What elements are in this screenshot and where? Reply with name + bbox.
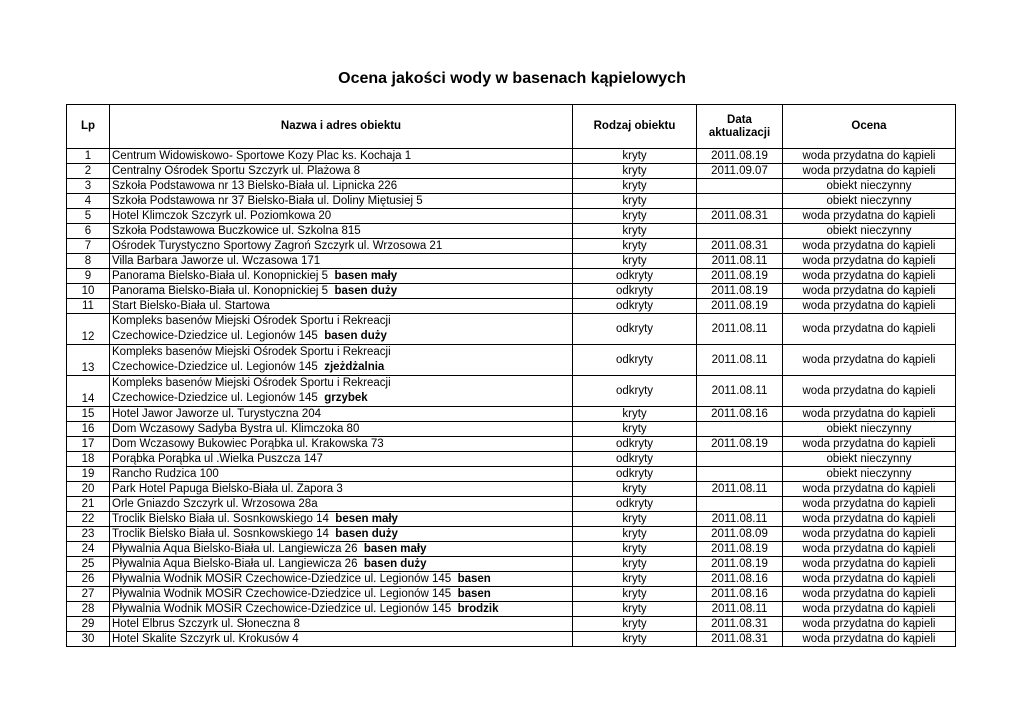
object-name: Start Bielsko-Biała ul. Startowa [112, 299, 270, 312]
cell-rating: woda przydatna do kąpieli [783, 437, 956, 452]
cell-lp: 1 [67, 149, 110, 164]
cell-rating: woda przydatna do kąpieli [783, 527, 956, 542]
cell-lp: 14 [67, 376, 110, 407]
table-body [67, 149, 956, 647]
cell-lp: 4 [67, 194, 110, 209]
cell-lp: 20 [67, 482, 110, 497]
cell-date: 2011.08.19 [697, 149, 783, 164]
cell-lp: 28 [67, 602, 110, 617]
table-row [67, 617, 956, 632]
object-name: Troclik Bielsko Biała ul. Sosnkowskiego 14 [112, 512, 329, 525]
cell-date: 2011.08.19 [697, 557, 783, 572]
cell-name [110, 572, 573, 587]
cell-name [110, 239, 573, 254]
table-row [67, 194, 956, 209]
cell-rating: woda przydatna do kąpieli [783, 345, 956, 376]
object-name: Orle Gniazdo Szczyrk ul. Wrzosowa 28a [112, 497, 318, 510]
table-row [67, 179, 956, 194]
table-row [67, 376, 956, 407]
table-row [67, 254, 956, 269]
cell-type: kryty [573, 617, 697, 632]
header-type: Rodzaj obiektu [573, 105, 697, 149]
cell-name [110, 224, 573, 239]
cell-date: 2011.08.19 [697, 269, 783, 284]
table-row [67, 497, 956, 512]
cell-type: kryty [573, 149, 697, 164]
cell-lp: 26 [67, 572, 110, 587]
cell-type: odkryty [573, 314, 697, 345]
table-row [67, 602, 956, 617]
cell-lp: 19 [67, 467, 110, 482]
pool-variant: zjeżdżalnia [324, 361, 385, 373]
object-name: Pływalnia Aqua Bielsko-Biała ul. Langiewicza 26 [112, 542, 358, 555]
cell-name [110, 179, 573, 194]
cell-rating: woda przydatna do kąpieli [783, 149, 956, 164]
cell-rating: woda przydatna do kąpieli [783, 587, 956, 602]
object-name: Pływalnia Aqua Bielsko-Biała ul. Langiewicza 26 [112, 557, 358, 570]
object-name-line1: Kompleks basenów Miejski Ośrodek Sportu i Rekreacji [112, 377, 391, 389]
cell-rating: woda przydatna do kąpieli [783, 239, 956, 254]
object-name: Pływalnia Wodnik MOSiR Czechowice-Dziedzice ul. Legionów 145 [112, 602, 452, 615]
cell-type: kryty [573, 179, 697, 194]
object-name: Pływalnia Wodnik MOSiR Czechowice-Dziedzice ul. Legionów 145 [112, 572, 452, 585]
cell-name [110, 422, 573, 437]
cell-date: 2011.08.11 [697, 602, 783, 617]
cell-date: 2011.08.31 [697, 632, 783, 647]
cell-type: kryty [573, 407, 697, 422]
cell-date [697, 467, 783, 482]
cell-type: kryty [573, 164, 697, 179]
object-name: Szkoła Podstawowa nr 37 Bielsko-Biała ul. Doliny Miętusiej 5 [112, 194, 423, 207]
cell-name [110, 299, 573, 314]
pool-variant: besen mały [335, 512, 398, 525]
cell-type: kryty [573, 224, 697, 239]
cell-rating: woda przydatna do kąpieli [783, 482, 956, 497]
cell-rating: woda przydatna do kąpieli [783, 497, 956, 512]
object-name: Panorama Bielsko-Biała ul. Konopnickiej 5 [112, 284, 329, 297]
cell-date [697, 497, 783, 512]
cell-lp: 21 [67, 497, 110, 512]
cell-date: 2011.08.31 [697, 617, 783, 632]
cell-name [110, 527, 573, 542]
cell-date [697, 452, 783, 467]
table-row [67, 527, 956, 542]
object-name-line1: Kompleks basenów Miejski Ośrodek Sportu i Rekreacji [112, 346, 391, 358]
cell-rating: obiekt nieczynny [783, 422, 956, 437]
header-date: Data aktualizacji [697, 105, 783, 149]
cell-date: 2011.09.07 [697, 164, 783, 179]
cell-lp: 18 [67, 452, 110, 467]
table-row [67, 164, 956, 179]
cell-name [110, 149, 573, 164]
cell-rating: woda przydatna do kąpieli [783, 632, 956, 647]
cell-date: 2011.08.11 [697, 254, 783, 269]
cell-type: odkryty [573, 497, 697, 512]
object-name: Park Hotel Papuga Bielsko-Biała ul. Zapora 3 [112, 482, 343, 495]
cell-lp: 2 [67, 164, 110, 179]
object-address: Czechowice-Dziedzice ul. Legionów 145 [112, 361, 318, 373]
table-row [67, 542, 956, 557]
table-row [67, 437, 956, 452]
cell-lp: 10 [67, 284, 110, 299]
cell-date: 2011.08.19 [697, 437, 783, 452]
cell-type: odkryty [573, 452, 697, 467]
cell-type: kryty [573, 422, 697, 437]
cell-rating: woda przydatna do kąpieli [783, 376, 956, 407]
cell-type: kryty [573, 482, 697, 497]
cell-date [697, 422, 783, 437]
water-quality-table [66, 104, 956, 647]
object-name: Szkoła Podstawowa nr 13 Bielsko-Biała ul. Lipnicka 226 [112, 179, 398, 192]
header-name: Nazwa i adres obiektu [110, 105, 573, 149]
pool-variant: basen duży [335, 527, 398, 540]
page-title: Ocena jakości wody w basenach kąpielowych [338, 70, 686, 87]
cell-lp: 23 [67, 527, 110, 542]
cell-type: odkryty [573, 376, 697, 407]
object-name: Rancho Rudzica 100 [112, 467, 219, 480]
cell-rating: woda przydatna do kąpieli [783, 512, 956, 527]
cell-lp: 9 [67, 269, 110, 284]
cell-type: kryty [573, 512, 697, 527]
object-name: Hotel Elbrus Szczyrk ul. Słoneczna 8 [112, 617, 300, 630]
cell-type: odkryty [573, 284, 697, 299]
cell-name [110, 632, 573, 647]
object-name: Centrum Widowiskowo- Sportowe Kozy Plac ks. Kochaja 1 [112, 149, 412, 162]
cell-type: kryty [573, 587, 697, 602]
cell-rating: obiekt nieczynny [783, 224, 956, 239]
table-row [67, 557, 956, 572]
cell-rating: woda przydatna do kąpieli [783, 572, 956, 587]
cell-lp: 22 [67, 512, 110, 527]
table-row [67, 239, 956, 254]
table-row [67, 209, 956, 224]
cell-name [110, 209, 573, 224]
cell-date: 2011.08.11 [697, 482, 783, 497]
table-row [67, 587, 956, 602]
cell-name [110, 254, 573, 269]
pool-variant: basen duży [324, 330, 387, 342]
cell-rating: woda przydatna do kąpieli [783, 602, 956, 617]
cell-type: kryty [573, 209, 697, 224]
object-name-line1: Kompleks basenów Miejski Ośrodek Sportu i Rekreacji [112, 315, 391, 327]
cell-rating: woda przydatna do kąpieli [783, 407, 956, 422]
cell-lp: 6 [67, 224, 110, 239]
cell-name [110, 542, 573, 557]
table-row [67, 467, 956, 482]
pool-variant: basen mały [334, 269, 398, 282]
object-name: Pływalnia Wodnik MOSiR Czechowice-Dziedzice ul. Legionów 145 [112, 587, 452, 600]
cell-name [110, 314, 573, 345]
table-row [67, 512, 956, 527]
cell-date: 2011.08.11 [697, 345, 783, 376]
cell-date: 2011.08.16 [697, 407, 783, 422]
cell-date: 2011.08.09 [697, 527, 783, 542]
table-row [67, 422, 956, 437]
cell-lp: 13 [67, 345, 110, 376]
pool-variant: brodzik [457, 602, 499, 615]
cell-lp: 30 [67, 632, 110, 647]
table-row [67, 284, 956, 299]
cell-type: kryty [573, 239, 697, 254]
cell-type: kryty [573, 557, 697, 572]
cell-type: odkryty [573, 437, 697, 452]
cell-rating: obiekt nieczynny [783, 452, 956, 467]
object-name: Dom Wczasowy Sadyba Bystra ul. Klimczoka 80 [112, 422, 360, 435]
cell-type: kryty [573, 254, 697, 269]
cell-rating: woda przydatna do kąpieli [783, 164, 956, 179]
cell-name [110, 376, 573, 407]
object-name: Troclik Bielsko Biała ul. Sosnkowskiego 14 [112, 527, 329, 540]
pool-variant: basen mały [363, 542, 427, 555]
cell-name [110, 164, 573, 179]
cell-type: kryty [573, 572, 697, 587]
cell-type: kryty [573, 527, 697, 542]
object-name: Ośrodek Turystyczno Sportowy Zagroń Szczyrk ul. Wrzosowa 21 [112, 239, 443, 252]
object-address: Czechowice-Dziedzice ul. Legionów 145 [112, 330, 318, 342]
cell-date: 2011.08.11 [697, 314, 783, 345]
cell-date [697, 194, 783, 209]
cell-name [110, 602, 573, 617]
cell-date: 2011.08.19 [697, 542, 783, 557]
table-row [67, 224, 956, 239]
cell-name [110, 557, 573, 572]
cell-rating: obiekt nieczynny [783, 179, 956, 194]
pool-variant: grzybek [324, 392, 368, 404]
cell-name [110, 497, 573, 512]
cell-lp: 3 [67, 179, 110, 194]
cell-type: odkryty [573, 299, 697, 314]
pool-variant: basen duży [363, 557, 427, 570]
table-row [67, 482, 956, 497]
pool-variant: basen [457, 587, 491, 600]
object-address: Czechowice-Dziedzice ul. Legionów 145 [112, 392, 318, 404]
cell-lp: 7 [67, 239, 110, 254]
header-rating: Ocena [783, 105, 956, 149]
cell-type: odkryty [573, 345, 697, 376]
cell-date [697, 224, 783, 239]
object-name: Hotel Skalite Szczyrk ul. Krokusów 4 [112, 632, 299, 645]
cell-name [110, 269, 573, 284]
cell-rating: woda przydatna do kąpieli [783, 209, 956, 224]
table-row [67, 452, 956, 467]
cell-lp: 16 [67, 422, 110, 437]
cell-name [110, 467, 573, 482]
table-header-row [67, 105, 956, 149]
cell-name [110, 284, 573, 299]
table-row [67, 407, 956, 422]
table-row [67, 572, 956, 587]
cell-rating: obiekt nieczynny [783, 194, 956, 209]
object-name: Villa Barbara Jaworze ul. Wczasowa 171 [112, 254, 321, 267]
object-name: Panorama Bielsko-Biała ul. Konopnickiej 5 [112, 269, 329, 282]
table-row [67, 299, 956, 314]
cell-rating: obiekt nieczynny [783, 467, 956, 482]
cell-name [110, 437, 573, 452]
cell-lp: 17 [67, 437, 110, 452]
cell-lp: 12 [67, 314, 110, 345]
cell-lp: 27 [67, 587, 110, 602]
cell-rating: woda przydatna do kąpieli [783, 269, 956, 284]
cell-rating: woda przydatna do kąpieli [783, 557, 956, 572]
cell-name [110, 194, 573, 209]
cell-date: 2011.08.16 [697, 587, 783, 602]
cell-rating: woda przydatna do kąpieli [783, 299, 956, 314]
cell-lp: 25 [67, 557, 110, 572]
cell-lp: 24 [67, 542, 110, 557]
cell-rating: woda przydatna do kąpieli [783, 314, 956, 345]
cell-date [697, 179, 783, 194]
object-name: Centralny Ośrodek Sportu Szczyrk ul. Plażowa 8 [112, 164, 360, 177]
object-name: Szkoła Podstawowa Buczkowice ul. Szkolna 815 [112, 224, 361, 237]
table-row [67, 149, 956, 164]
cell-name [110, 407, 573, 422]
cell-lp: 15 [67, 407, 110, 422]
cell-date: 2011.08.31 [697, 239, 783, 254]
cell-date: 2011.08.11 [697, 376, 783, 407]
cell-date: 2011.08.19 [697, 299, 783, 314]
cell-date: 2011.08.19 [697, 284, 783, 299]
cell-date: 2011.08.16 [697, 572, 783, 587]
header-lp: Lp [67, 105, 110, 149]
cell-name [110, 512, 573, 527]
object-name: Hotel Jawor Jaworze ul. Turystyczna 204 [112, 407, 322, 420]
table-row [67, 345, 956, 376]
table-row [67, 314, 956, 345]
cell-name [110, 345, 573, 376]
cell-lp: 29 [67, 617, 110, 632]
object-name: Porąbka Porąbka ul .Wielka Puszcza 147 [112, 452, 323, 465]
cell-type: kryty [573, 542, 697, 557]
cell-rating: woda przydatna do kąpieli [783, 542, 956, 557]
cell-lp: 5 [67, 209, 110, 224]
object-name: Dom Wczasowy Bukowiec Porąbka ul. Krakowska 73 [112, 437, 384, 450]
cell-type: odkryty [573, 467, 697, 482]
cell-lp: 8 [67, 254, 110, 269]
pool-variant: basen [457, 572, 491, 585]
cell-date: 2011.08.31 [697, 209, 783, 224]
pool-variant: basen duży [334, 284, 398, 297]
cell-type: kryty [573, 632, 697, 647]
cell-rating: woda przydatna do kąpieli [783, 284, 956, 299]
cell-type: odkryty [573, 269, 697, 284]
cell-type: kryty [573, 602, 697, 617]
object-name: Hotel Klimczok Szczyrk ul. Poziomkowa 20 [112, 209, 332, 222]
cell-rating: woda przydatna do kąpieli [783, 254, 956, 269]
cell-name [110, 587, 573, 602]
cell-rating: woda przydatna do kąpieli [783, 617, 956, 632]
cell-name [110, 482, 573, 497]
cell-name [110, 617, 573, 632]
table-row [67, 632, 956, 647]
table-row [67, 269, 956, 284]
cell-name [110, 452, 573, 467]
cell-type: kryty [573, 194, 697, 209]
cell-date: 2011.08.11 [697, 512, 783, 527]
cell-lp: 11 [67, 299, 110, 314]
